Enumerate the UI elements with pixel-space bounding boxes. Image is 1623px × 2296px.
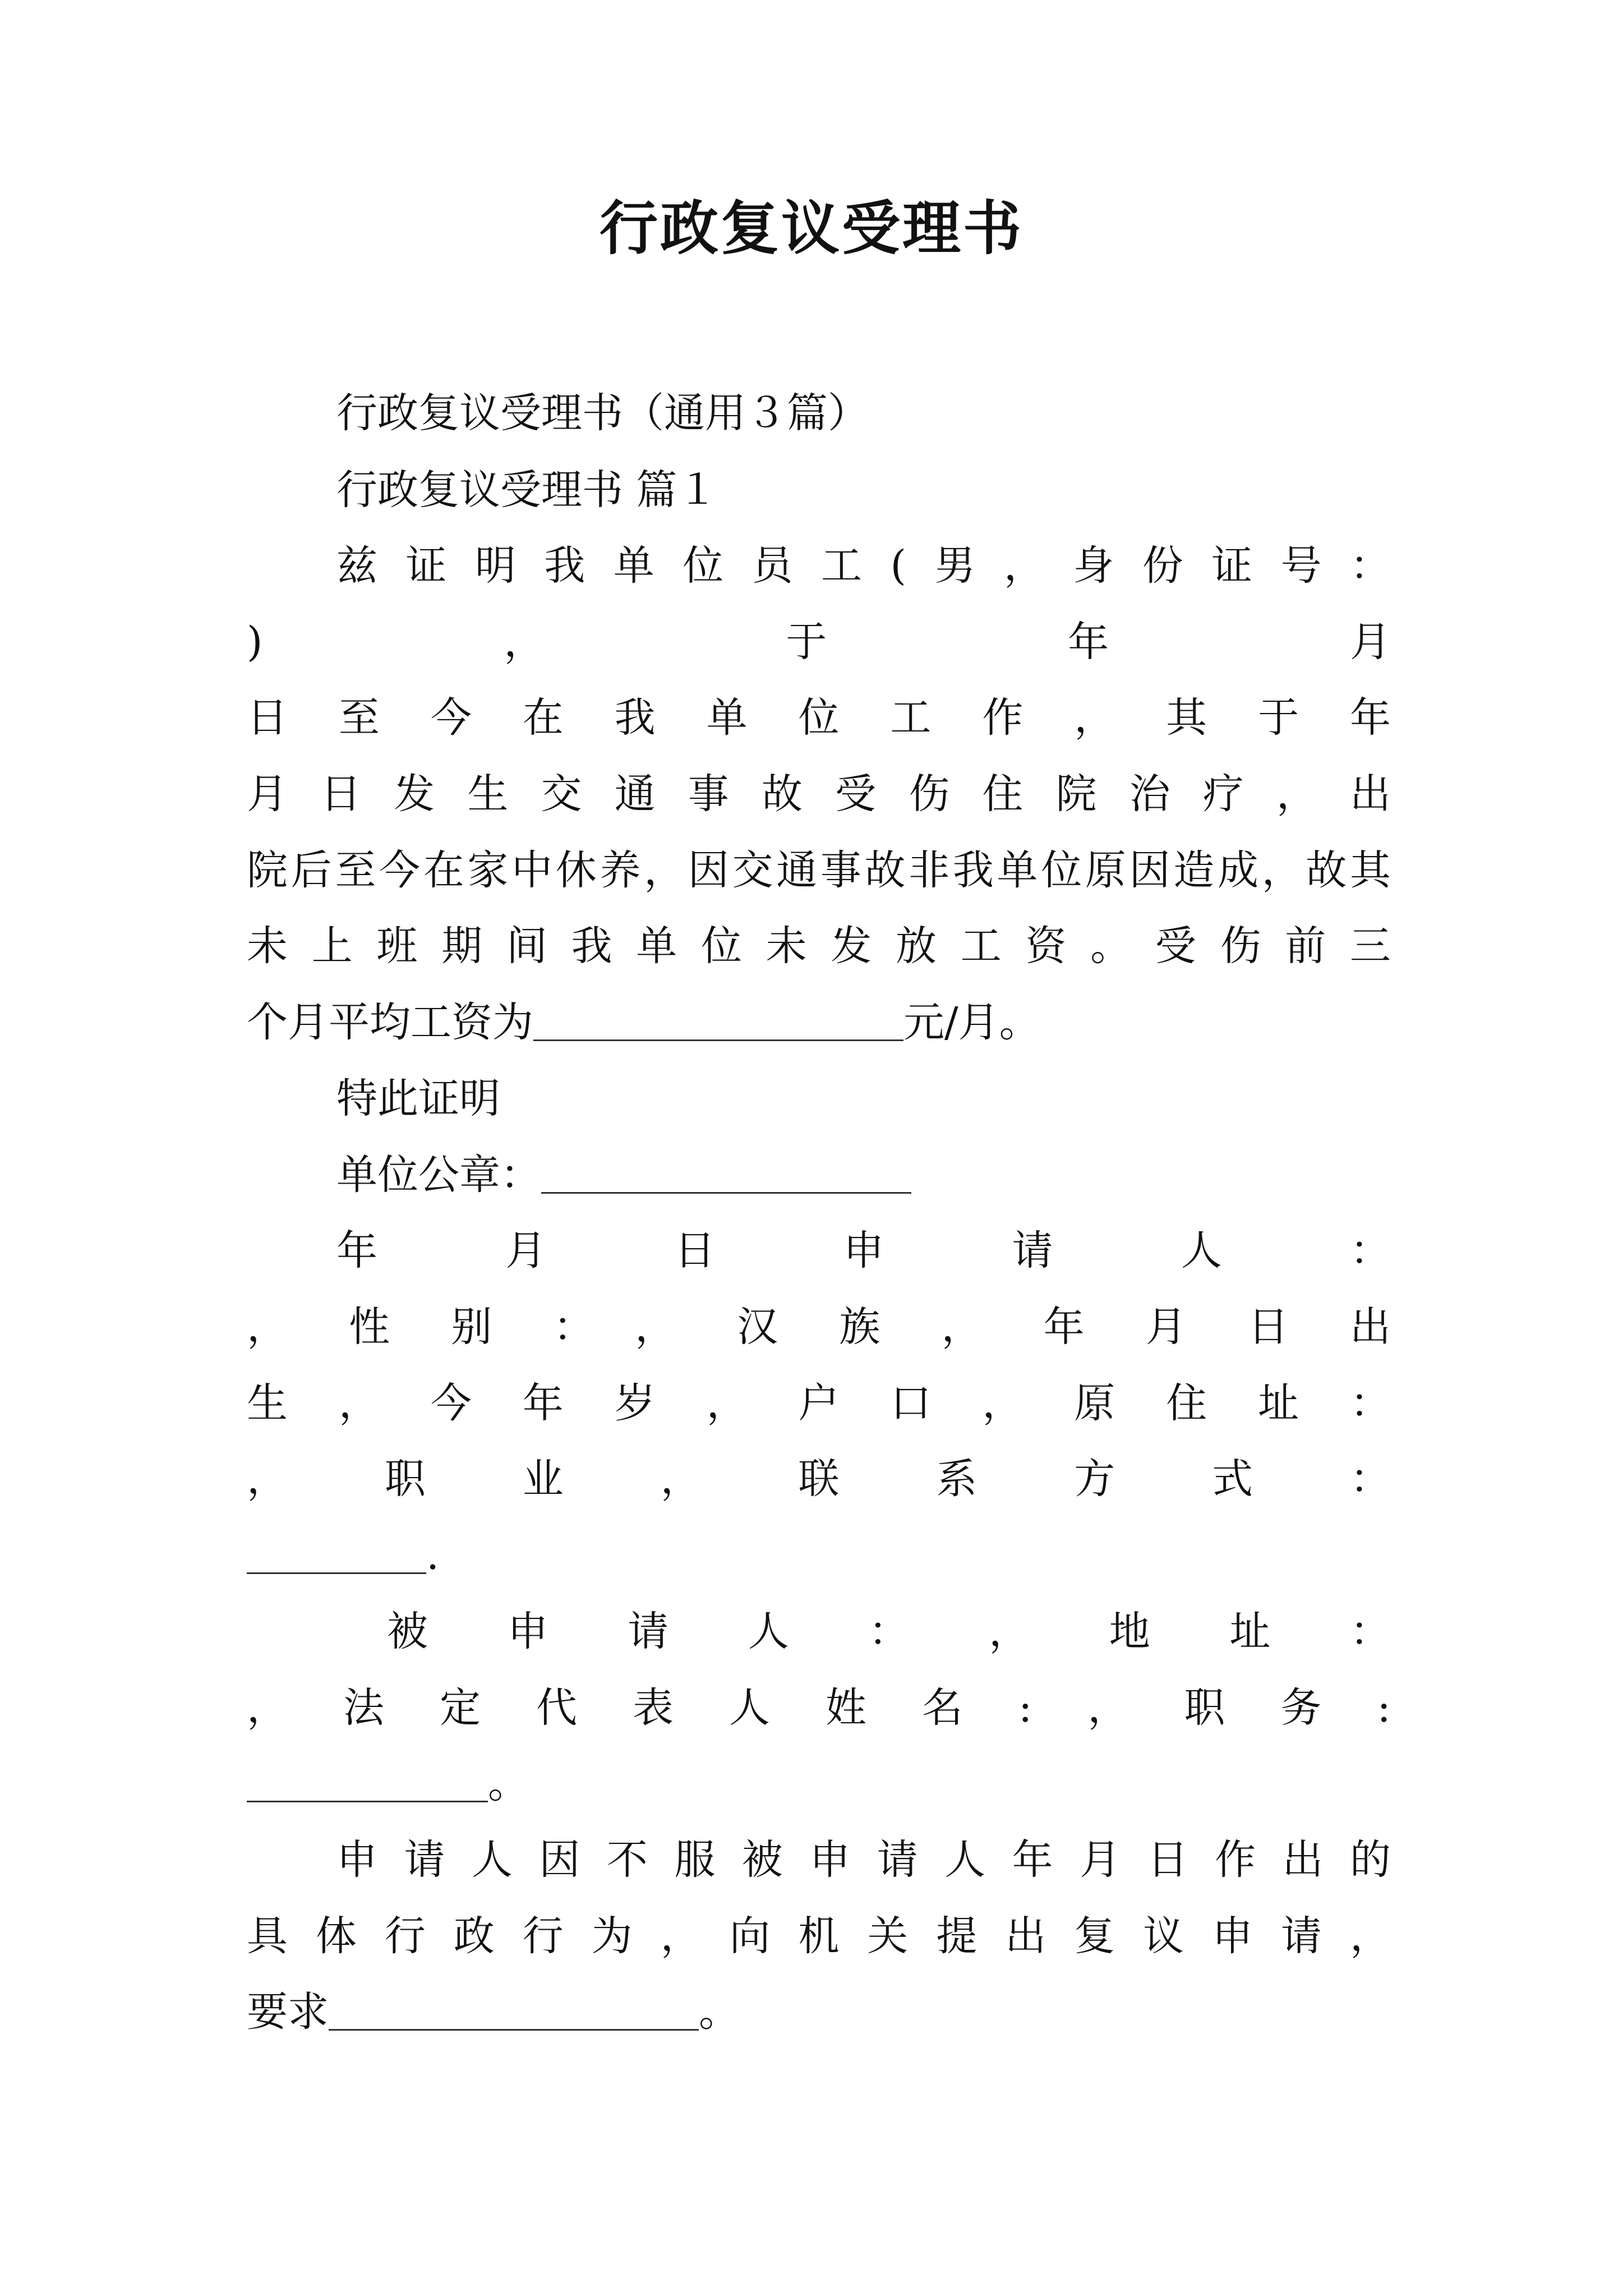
text-span: 被 [387,1608,462,1655]
para3-line1 [387,1605,1391,1664]
text-span: 日发生交通事故受伤住院治疗，出 [320,770,1391,818]
text-span: 住 [1166,1379,1227,1427]
text-span: ， [338,1379,399,1427]
para1-line7 [247,996,1391,1050]
para2-line4 [247,1453,1391,1511]
para1-line2 [247,616,1391,674]
section-heading: 行政复议受理书 篇１ [336,466,718,514]
text-span: ，汉族， [635,1303,1044,1351]
text-span: 申 [507,1608,582,1655]
text-span: 人 [748,1608,823,1655]
text-span: 兹证明我单位员工 [336,542,891,590]
text-span: ： [868,1608,943,1655]
text-span: 原 [1074,1379,1135,1427]
text-span: 年 [1350,694,1391,742]
text-span: (男，身份证号： [890,542,1391,590]
text-span: 年 [336,1227,506,1274]
para1-line4 [247,768,1391,826]
text-span: ，法定代表人姓名: [247,1684,1032,1732]
para3-line3 [247,1757,1391,1811]
text-span: 年 [1068,618,1350,666]
fill-blank[interactable] [541,1153,911,1193]
document-subtitle: 行政复议受理书（通用３篇） [336,389,869,437]
text-span: ， [706,1379,767,1427]
text-span: ： [1350,1379,1391,1427]
text-span: 元/月。 [903,999,1040,1046]
fill-blank[interactable] [247,1761,488,1802]
text-span: 个月平均工资为 [247,999,533,1046]
text-span: 受伤前三 [1155,922,1391,970]
text-span: 。 [488,1760,529,1807]
text-span: ： [1350,1608,1391,1655]
text-span: 要求 [247,1988,329,2036]
para3-line2 [247,1682,1391,1740]
para4-line3 [247,1986,1391,2039]
text-span: ，职务: [1032,1684,1391,1732]
text-span: 址 [1229,1608,1304,1655]
text-span: 今 [430,1379,491,1427]
text-span: 请 [628,1608,702,1655]
special-proof: 特此证明 [336,1075,500,1122]
text-span: 日出 [1247,1303,1391,1351]
text-span: 月 [1145,1303,1248,1351]
para1-line1 [336,540,1391,598]
text-span: 日至今在我单位工作，其于 [247,694,1350,742]
fill-blank[interactable] [247,1533,426,1573]
fill-blank[interactable] [533,1000,903,1041]
seal-line [336,1149,1391,1202]
document-title: 行政复议受理书 [599,194,1023,263]
text-span: ，联系方式： [660,1455,1391,1503]
text-span: 口 [890,1379,951,1427]
text-span: 地 [1109,1608,1183,1655]
text-span: 未上班期间我单位未发放工资。 [247,922,1155,970]
para2-line1 [336,1225,1391,1283]
text-span: 月 [505,1227,675,1274]
fill-blank[interactable] [329,1990,699,2030]
text-span: 院后至今在家中休养，因交通事故非我单位原因造成，故其 [247,846,1391,894]
text-span: )，于 [247,618,1068,666]
text-span: 日作出的 [1147,1836,1391,1884]
para1-line3 [247,692,1391,750]
para1-line5 [247,844,1391,898]
text-span: ， [989,1608,1063,1655]
text-span: 月 [247,770,321,818]
text-span: 户 [798,1379,859,1427]
para2-line5 [247,1529,1391,1582]
text-span: 月 [1350,618,1391,666]
text-span: 年 [1043,1303,1146,1351]
para4-line2 [247,1910,1391,1968]
text-span: 岁 [614,1379,675,1427]
text-span: 具体行政行为，向 [247,1912,799,1960]
text-span: 年 [522,1379,583,1427]
text-span: 日申请人： [674,1227,1391,1274]
text-span: 生 [247,1379,307,1427]
para4-line1 [336,1834,1391,1892]
text-span: 机关提出复议申请， [798,1912,1391,1960]
text-span: 址 [1258,1379,1318,1427]
para1-line6 [247,920,1391,978]
text-span: . [426,1531,440,1579]
text-span: ，性别： [247,1303,635,1351]
text-span: 年 [1012,1836,1080,1884]
para2-line2 [247,1301,1391,1359]
text-span: ， [982,1379,1043,1427]
text-span: 月 [1080,1836,1147,1884]
seal-label: 单位公章： [336,1151,541,1199]
para2-line3 [247,1377,1391,1435]
text-span: ，职业 [247,1455,661,1503]
text-span: 。 [699,1988,740,2036]
text-span: 申请人因不服被申请人 [336,1836,1012,1884]
